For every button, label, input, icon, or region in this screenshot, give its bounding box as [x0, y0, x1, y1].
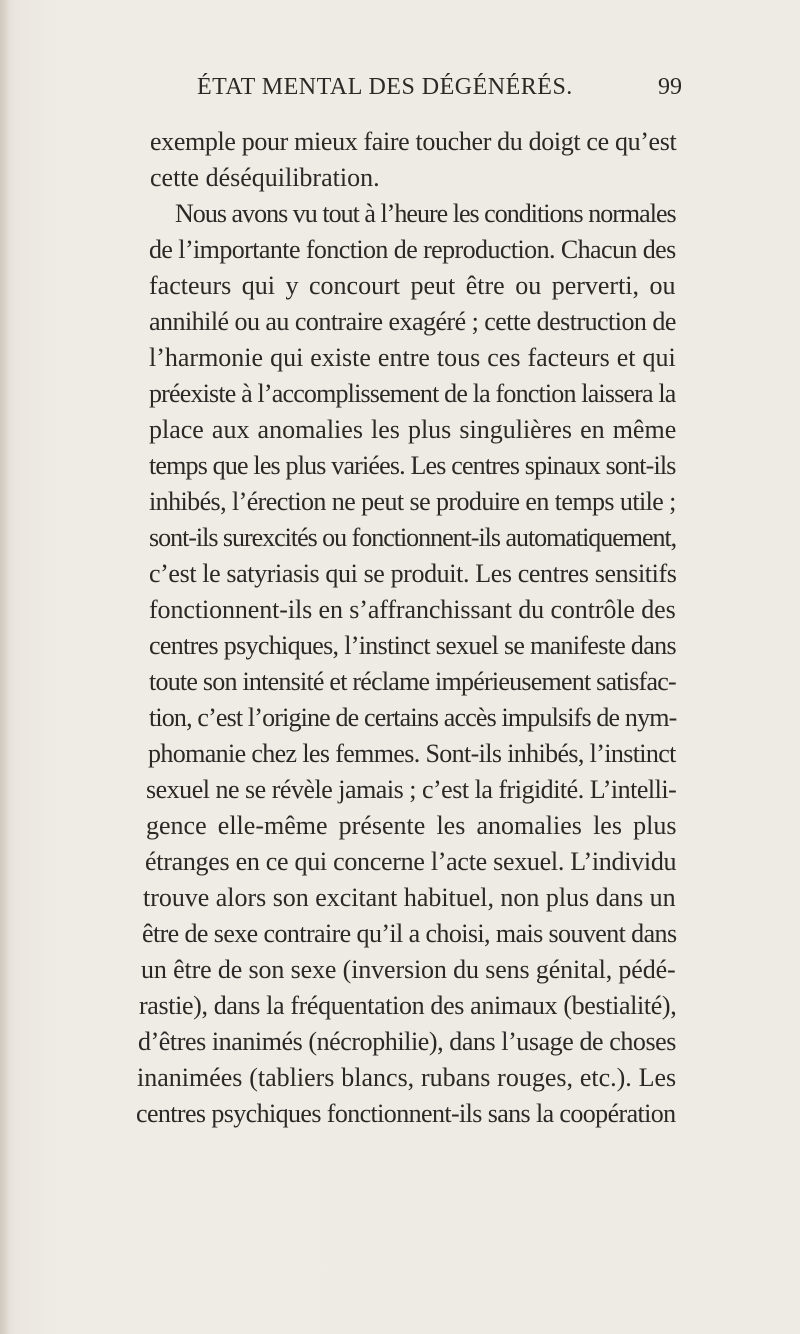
text-line: l’harmonie qui existe entre tous ces facteurs et qui — [149, 343, 676, 372]
text-line: d’êtres inanimés (nécrophilie), dans l’usage de choses — [138, 1027, 676, 1056]
binding-shadow — [0, 0, 10, 1334]
text-line: temps que les plus variées. Les centres spinaux sont-ils — [149, 451, 676, 480]
text-line: place aux anomalies les plus singulières en même — [149, 415, 677, 444]
text-line: un être de son sexe (inversion du sens génital, pédé- — [141, 955, 676, 984]
text-line: annihilé ou au contraire exagéré ; cette destruction de — [149, 307, 676, 336]
text-line: sont-ils surexcités ou fonctionnent-ils automatiquement, — [149, 523, 677, 552]
text-line: trouve alors son excitant habituel, non plus dans un — [143, 883, 676, 912]
text-line: sexuel ne se révèle jamais ; c’est la frigidité. L’intelli- — [146, 775, 677, 804]
page-number: 99 — [658, 74, 682, 100]
text-line: phomanie chez les femmes. Sont-ils inhibés, l’instinct — [148, 739, 676, 768]
text-line: c’est le satyriasis qui se produit. Les centres sensitifs — [149, 559, 677, 588]
text-line: gence elle-même présente les anomalies les plus — [146, 811, 677, 840]
text-line: fonctionnent-ils en s’affranchissant du contrôle des — [149, 595, 676, 624]
running-title: ÉTAT MENTAL DES DÉGÉNÉRÉS. — [197, 74, 573, 100]
text-line: Nous avons vu tout à l’heure les conditions normales — [175, 199, 676, 228]
text-line: préexiste à l’accomplissement de la fonction laissera la — [149, 379, 676, 408]
text-line: toute son intensité et réclame impérieusement satisfac- — [149, 667, 676, 696]
text-line: étranges en ce qui concerne l’acte sexuel. L’individu — [145, 847, 677, 876]
text-line: inanimées (tabliers blancs, rubans rouges, etc.). Les — [137, 1063, 677, 1092]
text-line: rastie), dans la fréquentation des animaux (bestialité), — [139, 991, 677, 1020]
text-line: exemple pour mieux faire toucher du doigt ce qu’est — [150, 127, 677, 156]
text-line: centres psychiques, l’instinct sexuel se manifeste dans — [149, 631, 676, 660]
text-line: facteurs qui y concourt peut être ou perverti, ou — [149, 271, 676, 300]
text-line: inhibés, l’érection ne peut se produire en temps utile ; — [149, 487, 676, 516]
text-line: cette déséquilibration. — [150, 163, 380, 192]
text-line: centres psychiques fonctionnent-ils sans la coopération — [136, 1099, 676, 1128]
text-line: être de sexe contraire qu’il a choisi, mais souvent dans — [142, 919, 677, 948]
page-header — [0, 74, 800, 104]
text-line: de l’importante fonction de reproduction. Chacun des — [149, 235, 676, 264]
text-line: tion, c’est l’origine de certains accès impulsifs de nym- — [149, 703, 677, 732]
